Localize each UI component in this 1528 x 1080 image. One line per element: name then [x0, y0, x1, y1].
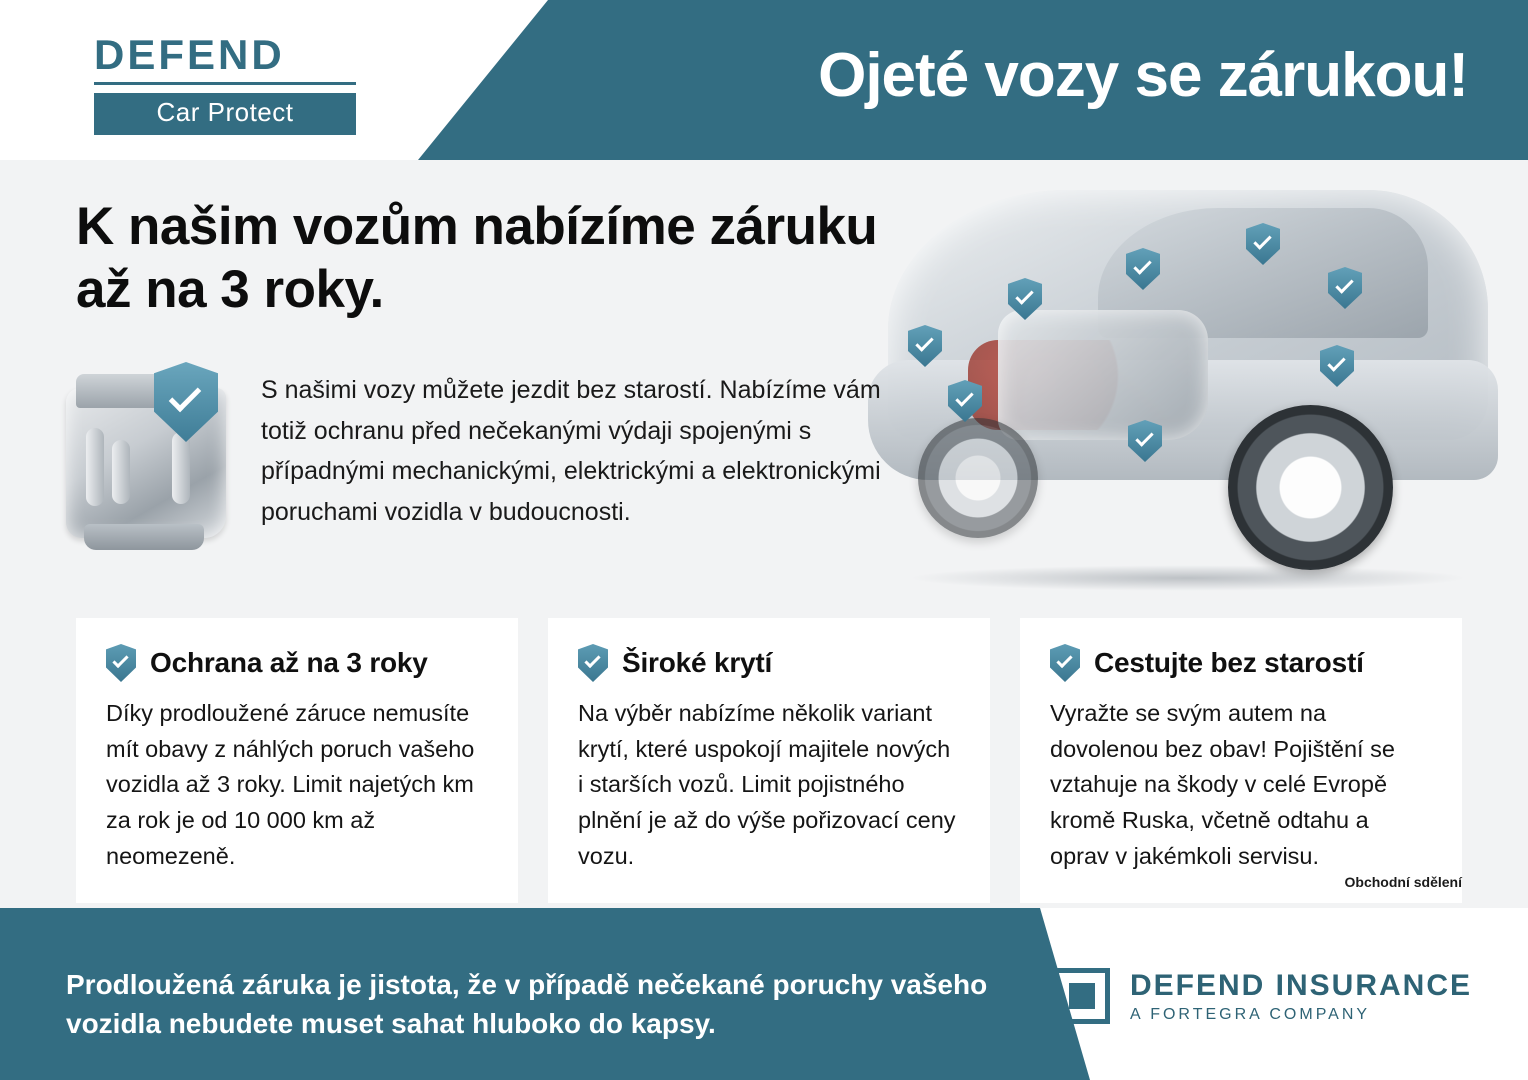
brand-logo: [94, 31, 356, 135]
footer-bar: [0, 908, 1528, 1080]
footer-message: Prodloužená záruka je jistota, že v případě nečekané poruchy vašeho vozidla nebudete muset sahat hluboko do kapsy.: [66, 968, 988, 1040]
defend-mark-icon: [1054, 968, 1110, 1024]
car-engine-block: [998, 310, 1208, 440]
footer-logo-tagline: A FORTEGRA COMPANY: [1129, 1005, 1371, 1023]
check-mark: [915, 333, 933, 351]
footer-logo-name: DEFEND INSURANCE: [1129, 968, 1472, 1002]
disclaimer-note: Obchodní sdělení: [1344, 874, 1462, 890]
feature-cards: [76, 618, 1462, 903]
feature-card-header: [578, 644, 960, 682]
feature-card-title: Široké krytí: [622, 647, 773, 678]
check-mark: [1133, 256, 1151, 274]
feature-card-title: Cestujte bez starostí: [1094, 647, 1364, 678]
engine-pipe: [86, 428, 104, 506]
check-mark: [1015, 286, 1033, 304]
check-mark: [1253, 231, 1271, 249]
engine-pipe: [112, 440, 130, 504]
brand-logo-word: DEFEND: [94, 31, 285, 78]
engine-pipe: [172, 432, 190, 504]
check-mark: [1327, 353, 1345, 371]
brand-logo-rule: [94, 82, 356, 85]
feature-card-text: Vyražte se svým autem na dovolenou bez obav! Pojištění se vztahuje na škody v celé Evropě kromě Ruska, včetně odtahu a oprav v jakémkoli servisu.: [1050, 700, 1395, 869]
footer-logo: [1054, 968, 1472, 1024]
car-illustration: [848, 150, 1528, 620]
brand-logo-subtitle: Car Protect: [94, 93, 356, 135]
car-rear-wheel: [918, 418, 1038, 538]
check-mark: [1056, 652, 1072, 668]
shield-check-icon: [1050, 644, 1080, 682]
car-front-wheel: [1228, 405, 1393, 570]
feature-card: [548, 618, 990, 903]
check-mark: [169, 380, 202, 413]
intro-paragraph: S našimi vozy můžete jezdit bez starostí. Nabízíme vám totiž ochranu před nečekanými výdaji spojenými s případnými mechanickými, elektrickými a elektronickými poruchami vozidla v budoucnosti.: [261, 376, 881, 526]
feature-card-header: [106, 644, 488, 682]
check-mark: [1135, 428, 1153, 446]
check-mark: [112, 652, 128, 668]
car-shadow: [908, 565, 1468, 591]
engine-illustration: [60, 362, 235, 562]
feature-card-header: [1050, 644, 1432, 682]
check-mark: [955, 388, 973, 406]
check-mark: [584, 652, 600, 668]
feature-card: [76, 618, 518, 903]
page-title: Ojeté vozy se zárukou!: [818, 41, 1468, 110]
feature-card-title: Ochrana až na 3 roky: [150, 647, 428, 678]
feature-card-text: Na výběr nabízíme několik variant krytí, které uspokojí majitele nových i starších vozů. Limit pojistného plnění je až do výše pořizovací ceny vozu.: [578, 700, 956, 869]
shield-check-icon: [578, 644, 608, 682]
feature-card-text: Díky prodloužené záruce nemusíte mít obavy z náhlých poruch vašeho vozidla až 3 roky. Limit najetých km za rok je od 10 000 km až neomezeně.: [106, 700, 475, 869]
shield-check-icon: [106, 644, 136, 682]
intro-block: [60, 362, 890, 562]
check-mark: [1335, 275, 1353, 293]
headline: K našim vozům nabízíme záruku až na 3 roky.: [76, 197, 878, 319]
feature-card: [1020, 618, 1462, 903]
